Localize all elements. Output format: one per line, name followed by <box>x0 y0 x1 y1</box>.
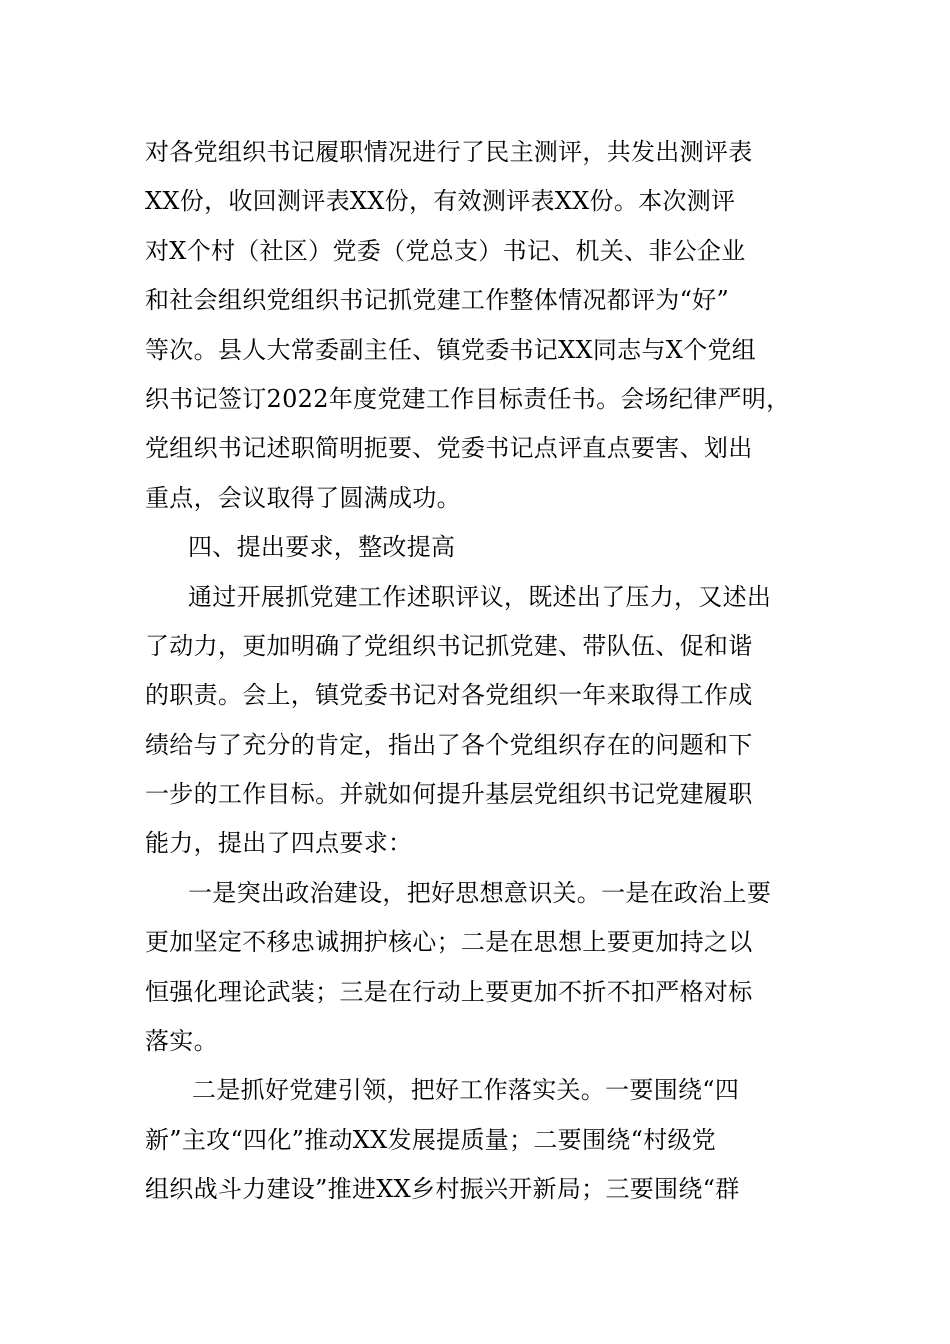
text-line: 了动力，更加明确了党组织书记抓党建、带队伍、促和谐 <box>145 631 753 660</box>
section-heading: 四、提出要求，整改提高 <box>188 533 456 562</box>
text-line: 一是突出政治建设，把好思想意识关。一是在政治上要 <box>188 878 772 907</box>
text-line: 对X个村（社区）党委（党总支）书记、机关、非公企业 <box>145 236 746 265</box>
text-line: 和社会组织党组织书记抓党建工作整体情况都评为“好” <box>145 286 730 315</box>
text-line: XX份，收回测评表XX份，有效测评表XX份。本次测评 <box>145 187 736 216</box>
text-line: 新”主攻“四化”推动XX发展提质量；二要围绕“村级党 <box>145 1125 717 1154</box>
text-line: 重点，会议取得了圆满成功。 <box>145 483 461 512</box>
text-line: 组织战斗力建设”推进XX乡村振兴开新局；三要围绕“群 <box>145 1175 740 1204</box>
text-line: 等次。县人大常委副主任、镇党委书记XX同志与X个党组 <box>145 335 757 364</box>
text-line: 落实。 <box>145 1027 218 1056</box>
body-text <box>145 128 810 1215</box>
text-line: 一步的工作目标。并就如何提升基层党组织书记党建履职 <box>145 780 753 809</box>
text-line: 对各党组织书记履职情况进行了民主测评，共发出测评表 <box>145 138 753 166</box>
text-line: 织书记签订2022年度党建工作目标责任书。会场纪律严明， <box>145 384 791 413</box>
text-line: 绩给与了充分的肯定，指出了各个党组织存在的问题和下 <box>145 730 753 759</box>
text-line: 恒强化理论武装；三是在行动上要更加不折不扣严格对标 <box>145 977 753 1006</box>
text-line: 通过开展抓党建工作述职评议，既述出了压力，又述出 <box>188 582 772 611</box>
text-line: 更加坚定不移忠诚拥护核心；二是在思想上要更加持之以 <box>145 928 753 957</box>
text-line: 党组织书记述职简明扼要、党委书记点评直点要害、划出 <box>145 434 753 463</box>
text-line: 能力，提出了四点要求： <box>145 829 413 858</box>
text-line: 的职责。会上，镇党委书记对各党组织一年来取得工作成 <box>145 681 753 710</box>
text-line: 二是抓好党建引领，把好工作落实关。一要围绕“四 <box>192 1076 740 1105</box>
